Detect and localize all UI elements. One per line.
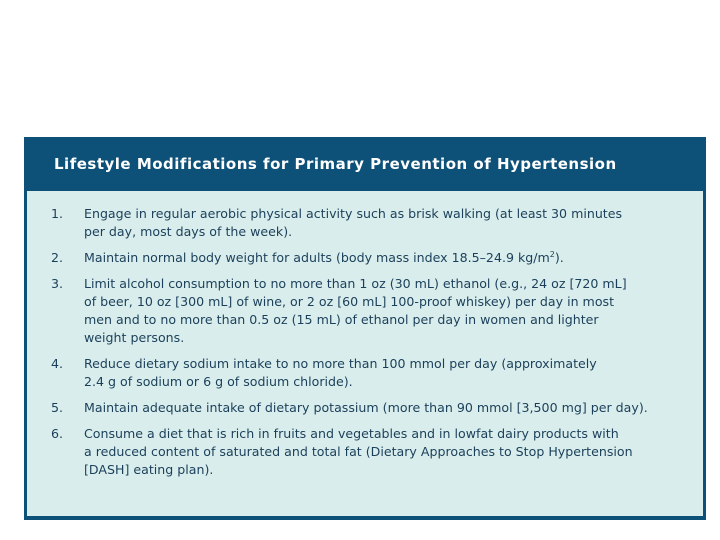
box-title: Lifestyle Modifications for Primary Prevention of Hypertension <box>54 155 617 173</box>
item-text: Consume a diet that is rich in fruits and vegetables and in lowfat dairy products with a reduced content of saturated and total fat (Dietary Approaches to Stop Hypertension [DASH] eating plan). <box>84 426 633 477</box>
item-text: Reduce dietary sodium intake to no more than 100 mmol per day (approximately 2.4 g of sodium or 6 g of sodium chloride). <box>84 356 597 389</box>
item-number: 1. <box>51 206 64 221</box>
item-text: Engage in regular aerobic physical activity such as brisk walking (at least 30 minutes per day, most days of the week). <box>84 206 623 239</box>
list-item-3 <box>51 275 687 347</box>
list-item-1 <box>51 205 687 241</box>
recommendations-list <box>27 191 703 516</box>
item-text: Maintain adequate intake of dietary potassium (more than 90 mmol [3,500 mg] per day). <box>84 400 648 415</box>
item-text-end: ). <box>554 250 564 265</box>
recommendations-box <box>24 137 706 520</box>
item-number: 4. <box>51 356 64 371</box>
list-item-4 <box>51 355 687 391</box>
item-number: 2. <box>51 250 64 265</box>
item-number: 3. <box>51 276 64 291</box>
list-item-6 <box>51 425 687 479</box>
item-text <box>84 249 687 267</box>
list-item-2 <box>51 249 687 267</box>
list-item-5 <box>51 399 687 417</box>
item-text-superscript: 2 <box>549 249 555 259</box>
item-text: Limit alcohol consumption to no more than 1 oz (30 mL) ethanol (e.g., 24 oz [720 mL] of beer, 10 oz [300 mL] of wine, or 2 oz [60 mL] 100-proof whiskey) per day in most men and to no more than 0.5 oz (15 mL) of ethanol per day in women and lighter weight persons. <box>84 276 627 345</box>
item-text-main: Maintain normal body weight for adults (body mass index 18.5–24.9 kg/m <box>84 250 550 265</box>
item-number: 6. <box>51 426 64 441</box>
item-number: 5. <box>51 400 64 415</box>
